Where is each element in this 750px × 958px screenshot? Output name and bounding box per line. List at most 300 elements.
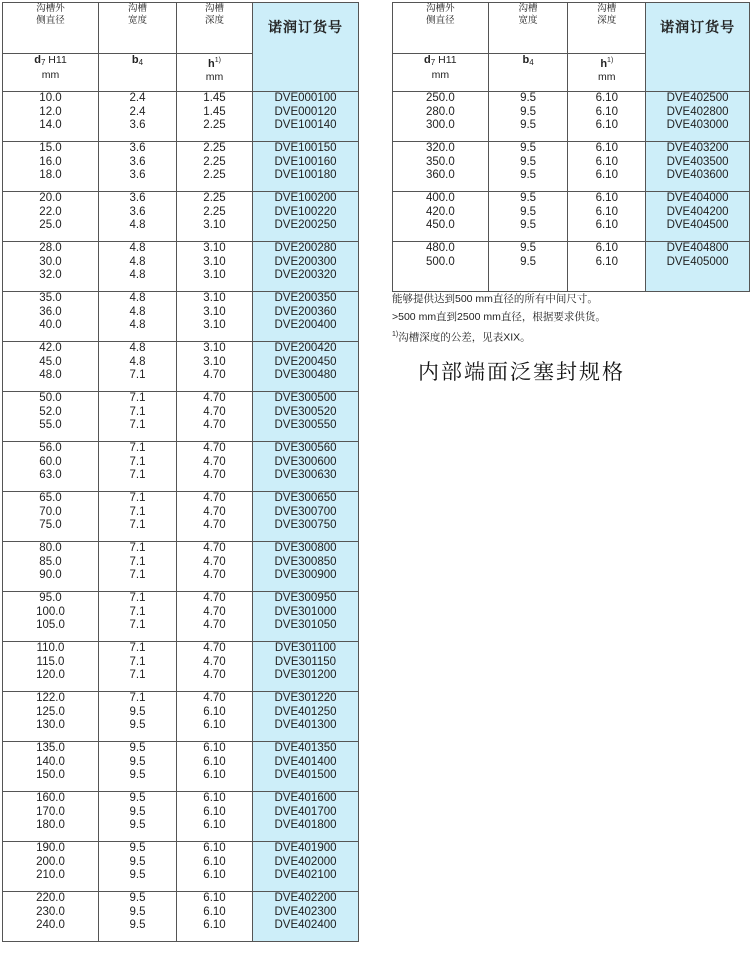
depth-cell	[177, 242, 253, 292]
diameter-value: 480.0	[425, 242, 455, 254]
header-order-number: 诺润订货号	[253, 3, 359, 92]
header-h-symbol: $h^{1)}$ mm	[177, 54, 253, 92]
diameter-value: 450.0	[425, 219, 455, 232]
depth-cell	[177, 342, 253, 392]
width-value: 4.8	[129, 319, 146, 332]
table-row-group	[3, 542, 359, 592]
depth-cell	[568, 92, 646, 142]
order-number-value: DVE300800	[274, 542, 337, 554]
depth-value: 6.10	[203, 905, 226, 918]
diameter-value: 180.0	[36, 819, 65, 832]
order-number-cell	[253, 442, 359, 492]
depth-value: 6.10	[595, 119, 618, 132]
depth-value: 6.10	[595, 105, 618, 118]
width-value: 7.1	[129, 442, 146, 454]
order-number-value: DVE403000	[666, 119, 729, 132]
depth-value: 6.10	[595, 142, 618, 154]
diameter-cell	[3, 892, 99, 942]
depth-value: 4.70	[203, 692, 226, 704]
width-value: 7.1	[129, 369, 146, 382]
order-number-value: DVE300900	[274, 569, 337, 582]
width-cell	[99, 192, 177, 242]
depth-value: 6.10	[203, 769, 226, 782]
depth-value: 2.25	[203, 142, 226, 154]
depth-value: 6.10	[203, 919, 226, 932]
order-number-value: DVE401600	[274, 792, 337, 804]
depth-value: 4.70	[203, 655, 226, 668]
order-number-value: DVE200360	[274, 305, 337, 318]
diameter-cell	[3, 192, 99, 242]
order-number-cell	[253, 692, 359, 742]
width-value: 3.6	[129, 119, 146, 132]
width-value: 3.6	[129, 192, 146, 204]
depth-cell	[177, 742, 253, 792]
depth-cell	[177, 292, 253, 342]
order-number-value: DVE403500	[666, 155, 729, 168]
diameter-cell	[3, 792, 99, 842]
diameter-cell	[3, 292, 99, 342]
order-number-value: DVE402000	[274, 855, 337, 868]
depth-value: 6.10	[595, 169, 618, 182]
width-value: 2.4	[129, 105, 146, 118]
order-number-value: DVE401800	[274, 819, 337, 832]
order-number-cell	[646, 142, 750, 192]
depth-cell	[568, 192, 646, 242]
diameter-value: 80.0	[39, 542, 62, 554]
width-value: 4.8	[129, 255, 146, 268]
order-number-cell	[253, 792, 359, 842]
order-number-value: DVE402100	[274, 869, 337, 882]
order-number-value: DVE404500	[666, 219, 729, 232]
width-value: 9.5	[520, 255, 537, 268]
depth-value: 4.70	[203, 369, 226, 382]
header-groove-depth: 沟槽 深度	[568, 3, 646, 54]
width-cell	[99, 392, 177, 442]
diameter-cell	[3, 242, 99, 292]
diameter-value: 45.0	[39, 355, 62, 368]
order-number-cell	[646, 92, 750, 142]
order-number-cell	[253, 392, 359, 442]
order-number-value: DVE000120	[274, 105, 337, 118]
width-cell	[99, 792, 177, 842]
diameter-cell	[3, 692, 99, 742]
table-row-group	[3, 242, 359, 292]
depth-value: 4.70	[203, 605, 226, 618]
diameter-cell	[3, 642, 99, 692]
depth-value: 4.70	[203, 592, 226, 604]
depth-value: 6.10	[203, 755, 226, 768]
depth-cell	[177, 142, 253, 192]
width-value: 7.1	[129, 655, 146, 668]
diameter-value: 500.0	[425, 255, 455, 268]
width-value: 7.1	[129, 392, 146, 404]
diameter-value: 12.0	[39, 105, 62, 118]
order-number-value: DVE300850	[274, 555, 337, 568]
diameter-value: 50.0	[39, 392, 62, 404]
order-number-value: DVE403200	[666, 142, 729, 154]
diameter-value: 320.0	[425, 142, 455, 154]
width-cell	[99, 592, 177, 642]
depth-cell	[177, 892, 253, 942]
depth-cell	[177, 192, 253, 242]
table-row-group	[393, 92, 750, 142]
depth-cell	[177, 642, 253, 692]
diameter-value: 300.0	[425, 119, 455, 132]
diameter-value: 350.0	[425, 155, 455, 168]
header-h-symbol: $h^{1)}$ mm	[568, 54, 646, 92]
table-row-group	[3, 142, 359, 192]
depth-value: 4.70	[203, 642, 226, 654]
depth-value: 2.25	[203, 169, 226, 182]
diameter-value: 160.0	[36, 792, 65, 804]
order-number-value: DVE401700	[274, 805, 337, 818]
table-row-group	[3, 792, 359, 842]
diameter-value: 65.0	[39, 492, 62, 504]
width-cell	[99, 92, 177, 142]
width-value: 7.1	[129, 605, 146, 618]
diameter-value: 56.0	[39, 442, 62, 454]
depth-cell	[177, 492, 253, 542]
order-number-value: DVE100220	[274, 205, 337, 218]
diameter-value: 240.0	[36, 919, 65, 932]
depth-value: 6.10	[203, 892, 226, 904]
diameter-value: 100.0	[36, 605, 65, 618]
depth-value: 4.70	[203, 505, 226, 518]
diameter-value: 280.0	[425, 105, 455, 118]
order-number-value: DVE402500	[666, 92, 729, 104]
diameter-value: 32.0	[39, 269, 62, 282]
order-number-value: DVE100150	[274, 142, 337, 154]
diameter-value: 35.0	[39, 292, 62, 304]
diameter-value: 10.0	[39, 92, 62, 104]
order-number-value: DVE403600	[666, 169, 729, 182]
depth-value: 2.25	[203, 205, 226, 218]
depth-value: 4.70	[203, 392, 226, 404]
width-value: 7.1	[129, 505, 146, 518]
order-number-value: DVE301220	[274, 692, 337, 704]
right-spec-table	[392, 2, 750, 292]
diameter-cell	[3, 842, 99, 892]
width-value: 9.5	[129, 755, 146, 768]
table-row-group	[3, 742, 359, 792]
depth-value: 6.10	[595, 192, 618, 204]
width-value: 9.5	[129, 742, 146, 754]
depth-cell	[177, 592, 253, 642]
diameter-value: 30.0	[39, 255, 62, 268]
depth-value: 4.70	[203, 492, 226, 504]
order-number-value: DVE200350	[274, 292, 337, 304]
diameter-value: 20.0	[39, 192, 62, 204]
diameter-cell	[3, 442, 99, 492]
width-value: 7.1	[129, 692, 146, 704]
depth-value: 6.10	[203, 819, 226, 832]
diameter-value: 48.0	[39, 369, 62, 382]
depth-value: 3.10	[203, 355, 226, 368]
table-row-group	[3, 492, 359, 542]
order-number-value: DVE300700	[274, 505, 337, 518]
diameter-value: 90.0	[39, 569, 62, 582]
diameter-cell	[3, 342, 99, 392]
diameter-value: 15.0	[39, 142, 62, 154]
diameter-value: 120.0	[36, 669, 65, 682]
depth-value: 4.70	[203, 669, 226, 682]
width-value: 3.6	[129, 155, 146, 168]
diameter-cell	[3, 542, 99, 592]
header-order-number: 诺润订货号	[646, 3, 750, 92]
note-intermediate-sizes: 能够提供达到500 mm直径的所有中间尺寸。	[392, 293, 598, 305]
diameter-value: 140.0	[36, 755, 65, 768]
width-value: 3.6	[129, 169, 146, 182]
header-d7-symbol: $d_7$ H11 mm	[3, 54, 99, 92]
diameter-value: 25.0	[39, 219, 62, 232]
depth-value: 6.10	[595, 205, 618, 218]
width-value: 7.1	[129, 455, 146, 468]
diameter-value: 16.0	[39, 155, 62, 168]
depth-value: 3.10	[203, 342, 226, 354]
depth-value: 3.10	[203, 255, 226, 268]
width-cell	[99, 442, 177, 492]
diameter-cell	[393, 192, 489, 242]
width-value: 4.8	[129, 355, 146, 368]
footnote-depth-tolerance: $^{1)}$沟槽深度的公差，见表XIX。	[392, 331, 531, 344]
order-number-value: DVE401500	[274, 769, 337, 782]
depth-value: 4.70	[203, 569, 226, 582]
width-cell	[488, 242, 568, 292]
table-row-group	[3, 292, 359, 342]
width-value: 7.1	[129, 569, 146, 582]
depth-value: 2.25	[203, 192, 226, 204]
width-value: 9.5	[520, 105, 537, 118]
order-number-value: DVE404800	[666, 242, 729, 254]
diameter-value: 22.0	[39, 205, 62, 218]
width-value: 4.8	[129, 269, 146, 282]
width-value: 9.5	[520, 169, 537, 182]
width-value: 9.5	[129, 769, 146, 782]
depth-cell	[177, 442, 253, 492]
depth-cell	[177, 392, 253, 442]
diameter-value: 230.0	[36, 905, 65, 918]
width-value: 9.5	[520, 205, 537, 218]
depth-cell	[177, 92, 253, 142]
order-number-cell	[253, 292, 359, 342]
diameter-value: 85.0	[39, 555, 62, 568]
order-number-value: DVE300560	[274, 442, 337, 454]
order-number-value: DVE402200	[274, 892, 337, 904]
order-number-value: DVE301200	[274, 669, 337, 682]
diameter-cell	[3, 592, 99, 642]
width-value: 9.5	[129, 892, 146, 904]
width-value: 4.8	[129, 242, 146, 254]
header-b4-symbol: $b_4$	[488, 54, 568, 92]
order-number-value: DVE300600	[274, 455, 337, 468]
order-number-value: DVE200300	[274, 255, 337, 268]
diameter-value: 110.0	[36, 642, 65, 654]
width-cell	[99, 842, 177, 892]
width-cell	[99, 892, 177, 942]
width-value: 9.5	[129, 819, 146, 832]
width-value: 7.1	[129, 492, 146, 504]
diameter-value: 200.0	[36, 855, 65, 868]
table-row-group	[3, 842, 359, 892]
order-number-value: DVE404200	[666, 205, 729, 218]
depth-value: 6.10	[203, 742, 226, 754]
diameter-value: 40.0	[39, 319, 62, 332]
order-number-cell	[253, 892, 359, 942]
table-row-group	[3, 442, 359, 492]
order-number-value: DVE200420	[274, 342, 337, 354]
diameter-value: 95.0	[39, 592, 62, 604]
depth-value: 4.70	[203, 419, 226, 432]
diameter-value: 115.0	[36, 655, 65, 668]
order-number-value: DVE301100	[274, 642, 337, 654]
table-row-group	[393, 192, 750, 242]
width-cell	[99, 492, 177, 542]
diameter-cell	[3, 92, 99, 142]
width-value: 7.1	[129, 519, 146, 532]
header-groove-outer-diameter: 沟槽外 侧直径	[393, 3, 489, 54]
depth-value: 6.10	[203, 855, 226, 868]
width-value: 9.5	[129, 855, 146, 868]
diameter-value: 360.0	[425, 169, 455, 182]
depth-value: 4.70	[203, 555, 226, 568]
width-value: 4.8	[129, 342, 146, 354]
width-value: 7.1	[129, 469, 146, 482]
diameter-value: 42.0	[39, 342, 62, 354]
width-value: 7.1	[129, 405, 146, 418]
depth-value: 6.10	[595, 255, 618, 268]
width-value: 4.8	[129, 219, 146, 232]
depth-cell	[177, 542, 253, 592]
width-value: 9.5	[129, 869, 146, 882]
order-number-value: DVE301150	[274, 655, 337, 668]
table-row-group	[393, 142, 750, 192]
width-value: 9.5	[520, 192, 537, 204]
depth-cell	[177, 692, 253, 742]
order-number-value: DVE402800	[666, 105, 729, 118]
diameter-value: 60.0	[39, 455, 62, 468]
width-value: 9.5	[129, 905, 146, 918]
order-number-value: DVE402300	[274, 905, 337, 918]
order-number-value: DVE200450	[274, 355, 337, 368]
depth-value: 1.45	[203, 105, 226, 118]
order-number-value: DVE300550	[274, 419, 337, 432]
order-number-value: DVE100140	[274, 119, 337, 132]
order-number-value: DVE301000	[274, 605, 337, 618]
diameter-value: 55.0	[39, 419, 62, 432]
diameter-value: 210.0	[36, 869, 65, 882]
header-groove-width: 沟槽 宽度	[488, 3, 568, 54]
notes	[392, 290, 742, 347]
depth-value: 6.10	[203, 719, 226, 732]
order-number-value: DVE200320	[274, 269, 337, 282]
width-value: 9.5	[520, 242, 537, 254]
table-row-group	[3, 692, 359, 742]
depth-value: 2.25	[203, 119, 226, 132]
depth-value: 3.10	[203, 292, 226, 304]
order-number-cell	[646, 192, 750, 242]
depth-value: 1.45	[203, 92, 226, 104]
width-value: 9.5	[520, 119, 537, 132]
order-number-cell	[253, 842, 359, 892]
order-number-value: DVE401900	[274, 842, 337, 854]
depth-value: 3.10	[203, 305, 226, 318]
order-number-cell	[253, 192, 359, 242]
diameter-value: 220.0	[36, 892, 65, 904]
width-cell	[99, 342, 177, 392]
order-number-value: DVE200400	[274, 319, 337, 332]
depth-value: 6.10	[595, 155, 618, 168]
order-number-value: DVE401300	[274, 719, 337, 732]
diameter-cell	[3, 392, 99, 442]
width-value: 7.1	[129, 542, 146, 554]
depth-value: 6.10	[203, 705, 226, 718]
width-value: 2.4	[129, 92, 146, 104]
order-number-value: DVE300500	[274, 392, 337, 404]
order-number-value: DVE301050	[274, 619, 337, 632]
width-cell	[488, 192, 568, 242]
width-value: 9.5	[129, 842, 146, 854]
width-cell	[488, 142, 568, 192]
width-value: 3.6	[129, 205, 146, 218]
order-number-value: DVE100160	[274, 155, 337, 168]
depth-value: 4.70	[203, 519, 226, 532]
order-number-value: DVE402400	[274, 919, 337, 932]
width-cell	[99, 292, 177, 342]
depth-value: 3.10	[203, 269, 226, 282]
order-number-value: DVE401400	[274, 755, 337, 768]
order-number-cell	[253, 142, 359, 192]
depth-cell	[177, 842, 253, 892]
width-value: 7.1	[129, 555, 146, 568]
width-value: 7.1	[129, 642, 146, 654]
diameter-value: 105.0	[36, 619, 65, 632]
table-row-group	[3, 642, 359, 692]
diameter-value: 170.0	[36, 805, 65, 818]
diameter-value: 75.0	[39, 519, 62, 532]
depth-value: 4.70	[203, 619, 226, 632]
table-row-group	[3, 192, 359, 242]
order-number-cell	[646, 242, 750, 292]
diameter-value: 130.0	[36, 719, 65, 732]
width-value: 4.8	[129, 305, 146, 318]
depth-value: 4.70	[203, 405, 226, 418]
depth-cell	[568, 142, 646, 192]
order-number-value: DVE300520	[274, 405, 337, 418]
depth-value: 4.70	[203, 469, 226, 482]
depth-value: 3.10	[203, 319, 226, 332]
header-groove-outer-diameter: 沟槽外 侧直径	[3, 3, 99, 54]
order-number-value: DVE401350	[274, 742, 337, 754]
header-groove-depth: 沟槽 深度	[177, 3, 253, 54]
width-cell	[99, 142, 177, 192]
depth-value: 6.10	[203, 792, 226, 804]
diameter-value: 135.0	[36, 742, 65, 754]
diameter-value: 150.0	[36, 769, 65, 782]
table-row-group	[393, 242, 750, 292]
diameter-value: 400.0	[425, 192, 455, 204]
width-value: 9.5	[520, 92, 537, 104]
diameter-value: 70.0	[39, 505, 62, 518]
diameter-value: 18.0	[39, 169, 62, 182]
width-value: 9.5	[129, 719, 146, 732]
width-value: 9.5	[129, 805, 146, 818]
left-spec-table	[2, 2, 359, 942]
diameter-value: 14.0	[39, 119, 62, 132]
diameter-cell	[393, 92, 489, 142]
width-value: 9.5	[520, 142, 537, 154]
width-value: 7.1	[129, 669, 146, 682]
width-cell	[99, 642, 177, 692]
